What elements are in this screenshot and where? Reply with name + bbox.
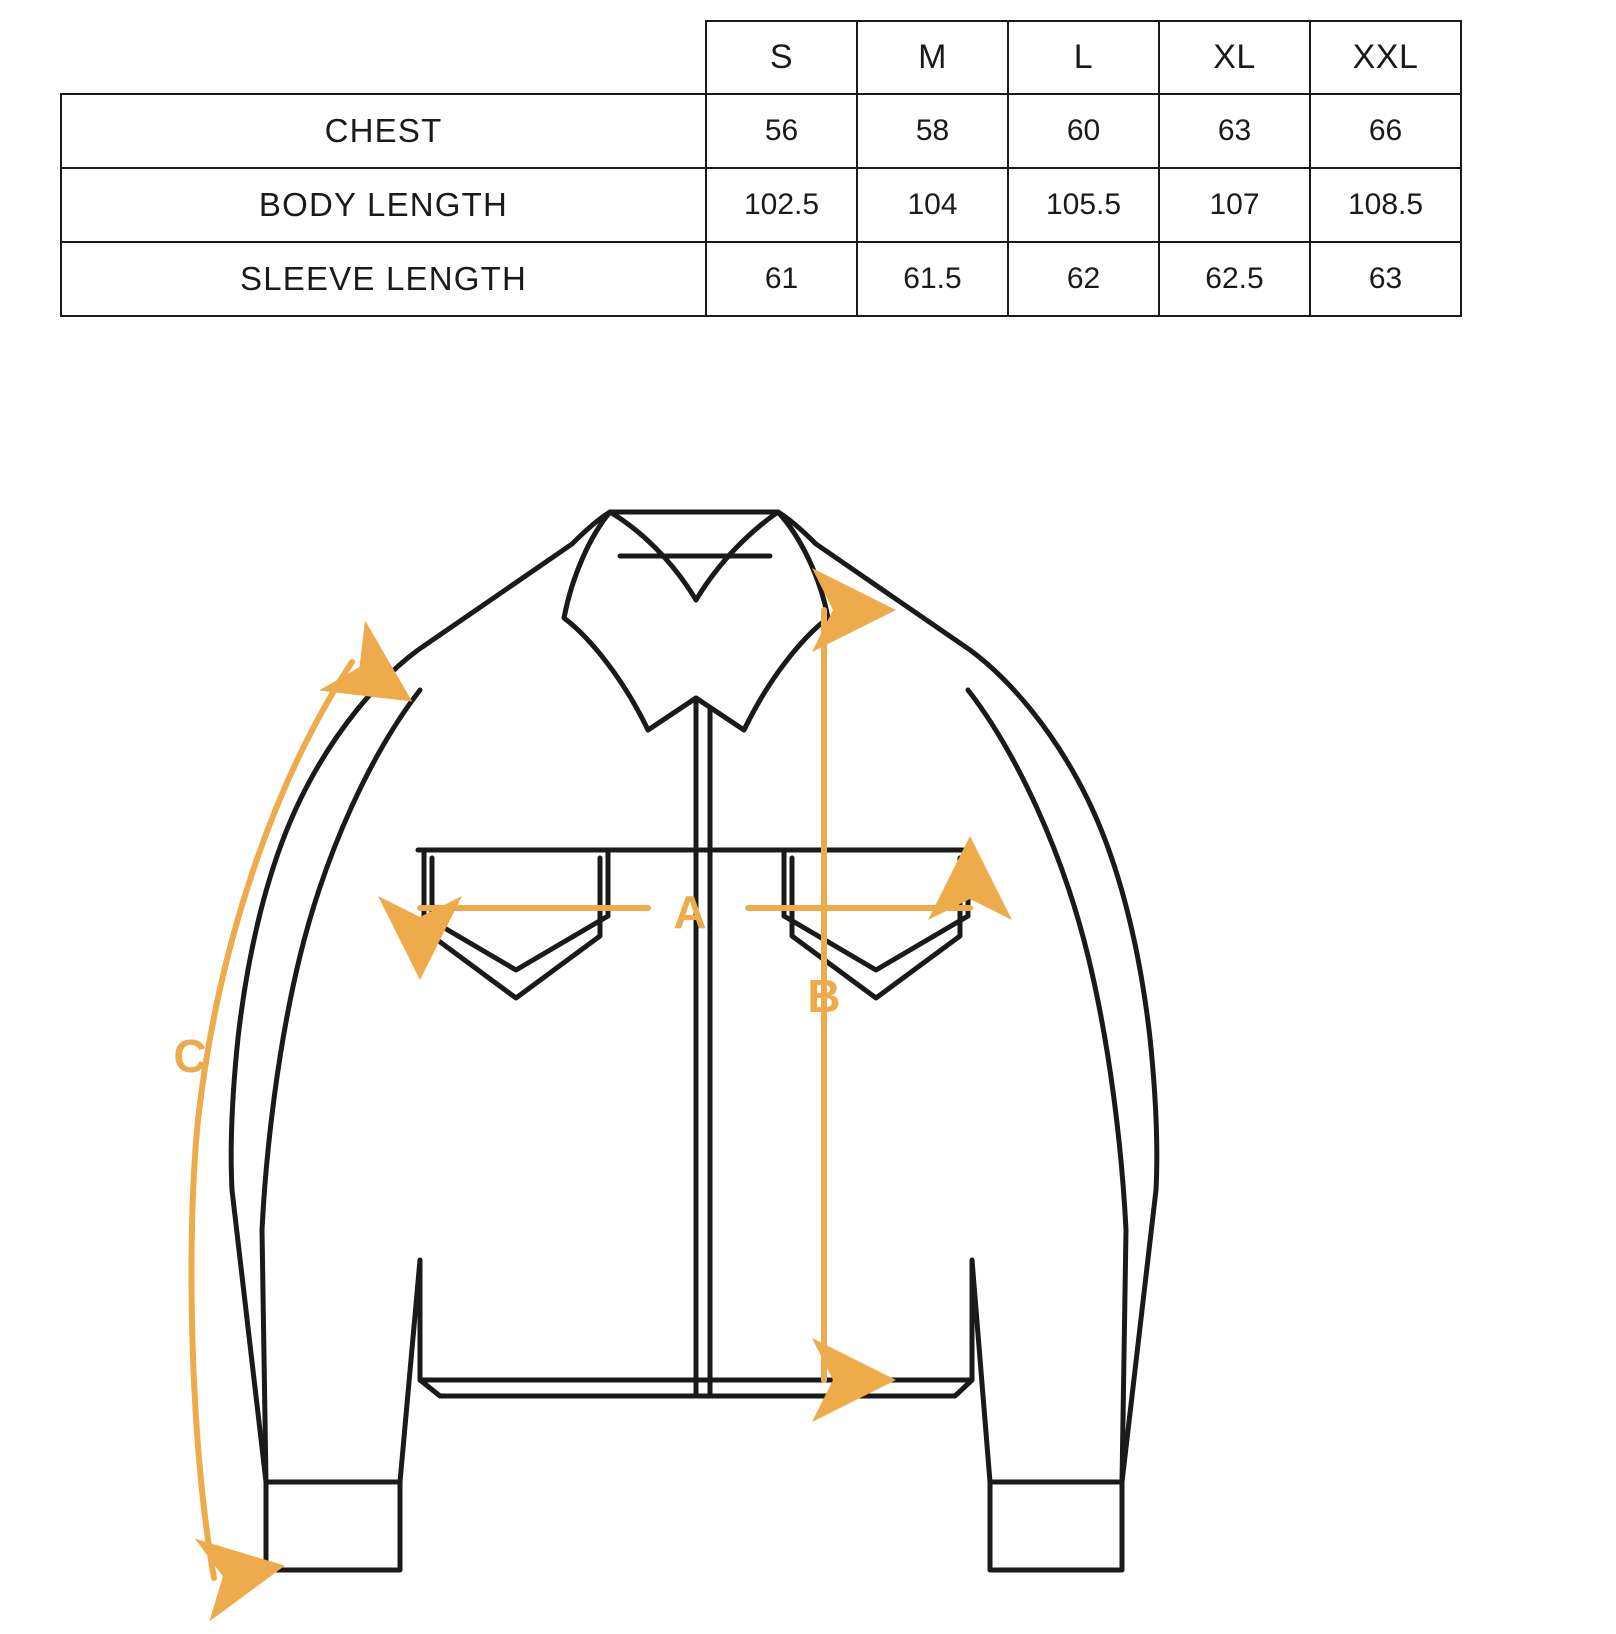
left-cuff: [266, 1482, 400, 1570]
measure-label-a: A: [673, 886, 707, 938]
cell-sleeve-length-s: 61: [706, 242, 857, 316]
cell-chest-xl: 63: [1159, 94, 1310, 168]
cell-chest-xxl: 66: [1310, 94, 1461, 168]
row-label-chest: CHEST: [61, 94, 706, 168]
cell-chest-m: 58: [857, 94, 1008, 168]
jacket-outline: [231, 512, 1157, 1570]
cell-sleeve-length-xxl: 63: [1310, 242, 1461, 316]
table-row: [61, 242, 1461, 316]
table-row: [61, 94, 1461, 168]
cell-chest-l: 60: [1008, 94, 1159, 168]
row-label-body-length: BODY LENGTH: [61, 168, 706, 242]
header-blank-cell: [61, 21, 706, 94]
cell-body-length-xxl: 108.5: [1310, 168, 1461, 242]
measure-label-b: B: [807, 970, 841, 1022]
cell-chest-s: 56: [706, 94, 857, 168]
table-row: [61, 168, 1461, 242]
size-chart-table: [60, 20, 1460, 317]
column-header-s: S: [706, 21, 857, 94]
column-header-l: L: [1008, 21, 1159, 94]
cell-body-length-s: 102.5: [706, 168, 857, 242]
garment-diagram: [0, 360, 1616, 1634]
cell-body-length-l: 105.5: [1008, 168, 1159, 242]
measure-label-c: C: [173, 1030, 207, 1082]
row-label-sleeve-length: SLEEVE LENGTH: [61, 242, 706, 316]
cell-sleeve-length-xl: 62.5: [1159, 242, 1310, 316]
column-header-xxl: XXL: [1310, 21, 1461, 94]
column-header-xl: XL: [1159, 21, 1310, 94]
measurements-table: [60, 20, 1462, 317]
cell-sleeve-length-m: 61.5: [857, 242, 1008, 316]
column-header-m: M: [857, 21, 1008, 94]
cell-body-length-m: 104: [857, 168, 1008, 242]
right-cuff: [990, 1482, 1122, 1570]
table-header-row: [61, 21, 1461, 94]
cell-body-length-xl: 107: [1159, 168, 1310, 242]
cell-sleeve-length-l: 62: [1008, 242, 1159, 316]
